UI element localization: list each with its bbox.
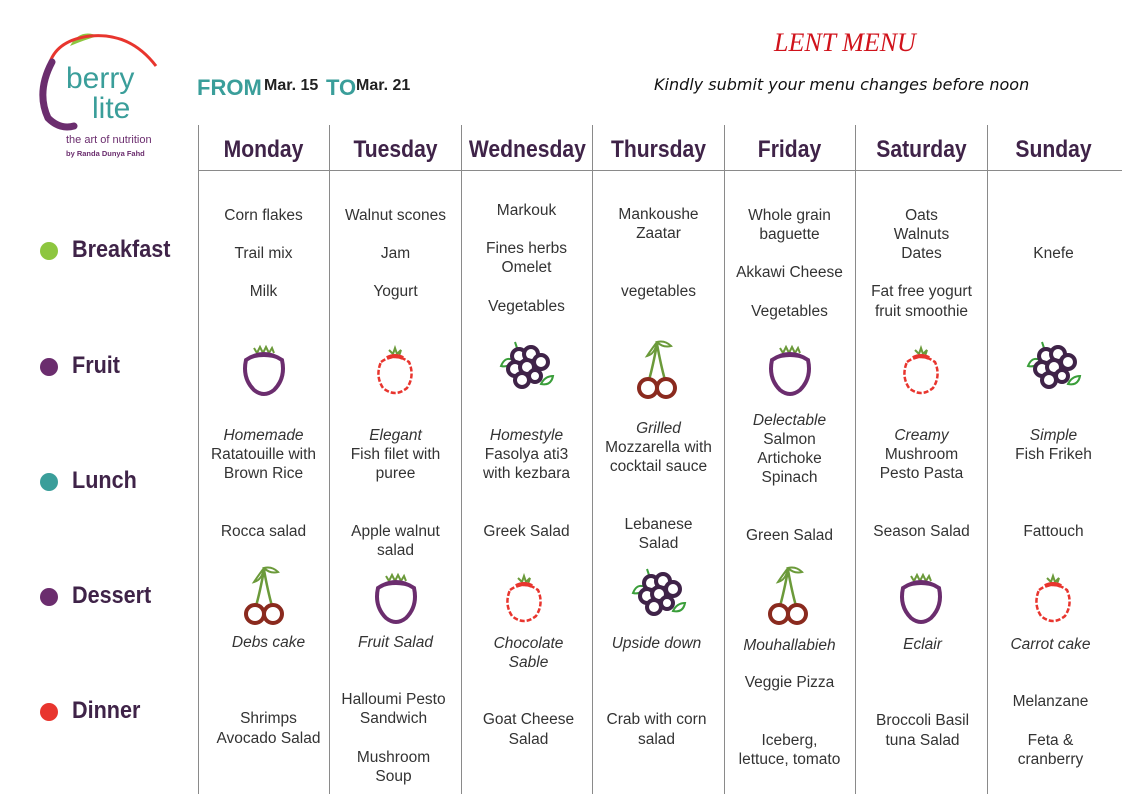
breakfast-item: Walnuts	[893, 226, 950, 243]
breakfast-item: Oats	[905, 207, 938, 224]
to-date: Mar. 21	[356, 77, 411, 94]
lunch-dish: puree	[375, 465, 416, 482]
dinner-item: Goat Cheese	[482, 711, 575, 728]
breakfast-item: baguette	[759, 226, 820, 243]
lunch-dish: Ratatouille with	[210, 446, 317, 463]
breakfast-item: Fat free yogurt	[871, 283, 972, 300]
dessert-item: Debs cake	[231, 634, 306, 651]
raspberry-icon	[889, 338, 953, 402]
breakfast-item: Corn flakes	[224, 207, 303, 224]
lunch-salad: Season Salad	[873, 523, 970, 540]
breakfast-item: Mankoushe	[618, 206, 699, 223]
lunch-dish: with kezbara	[482, 465, 570, 482]
raspberry-icon	[363, 338, 427, 402]
lunch-style: Homestyle	[489, 427, 564, 444]
brand-logo	[30, 22, 180, 172]
raspberry-icon	[1021, 566, 1085, 630]
dessert-item: Mouhallabieh	[743, 637, 836, 654]
from-date: Mar. 15	[264, 77, 319, 94]
lunch-salad: Greek Salad	[483, 523, 570, 540]
day-header-wednesday: Wednesday	[468, 136, 586, 163]
lunch-style: Grilled	[636, 420, 681, 437]
header-divider	[198, 170, 1122, 171]
dinner-item: cranberry	[1017, 751, 1084, 768]
breakfast-item: Vegetables	[751, 303, 828, 320]
lunch-salad: Lebanese	[624, 516, 693, 533]
lunch-style: Elegant	[369, 427, 422, 444]
lunch-dish: Artichoke	[757, 450, 822, 467]
day-header-sunday: Sunday	[1015, 136, 1092, 163]
cherry-icon	[234, 562, 298, 626]
lunch-dish: Salmon	[763, 431, 816, 448]
breakfast-item: Walnut scones	[344, 207, 447, 224]
breakfast-item: Dates	[901, 245, 942, 262]
lunch-dish: Mozzarella with	[605, 439, 712, 456]
dinner-item: Shrimps	[240, 710, 297, 727]
cherry-icon	[627, 336, 691, 400]
lunch-dish: Spinach	[761, 469, 818, 486]
dinner-item: Feta &	[1027, 732, 1074, 749]
lunch-salad: Green Salad	[745, 527, 834, 544]
meal-label-fruit: Fruit	[72, 352, 120, 379]
meal-label-dessert: Dessert	[72, 582, 152, 609]
dinner-item: Avocado Salad	[216, 730, 321, 747]
lunch-dish: Pesto Pasta	[879, 465, 964, 482]
dinner-item: Broccoli Basil	[875, 712, 970, 729]
breakfast-item: Akkawi Cheese	[736, 264, 843, 281]
brand-name-line1: berry	[66, 62, 135, 95]
lunch-style: Creamy	[894, 427, 949, 444]
meal-label-lunch: Lunch	[72, 467, 137, 494]
dinner-item: Salad	[508, 731, 549, 748]
dessert-item: Carrot cake	[1010, 636, 1091, 653]
dinner-item: Halloumi Pesto	[341, 691, 446, 708]
plum-icon	[758, 338, 822, 402]
dessert-item: Fruit Salad	[358, 634, 433, 651]
breakfast-item: Whole grain	[748, 207, 831, 224]
lunch-dish: Fish Frikeh	[1015, 446, 1092, 463]
lunch-dot	[40, 473, 58, 491]
blackberry-icon	[495, 336, 559, 400]
dinner-item: lettuce, tomato	[738, 751, 841, 768]
dinner-item: salad	[637, 731, 676, 748]
lunch-dish: Fish filet with	[350, 446, 441, 463]
to-label: TO	[326, 75, 357, 100]
lunch-salad: salad	[376, 542, 415, 559]
plum-icon	[232, 338, 296, 402]
dinner-item: Mushroom	[356, 749, 431, 766]
day-header-monday: Monday	[223, 136, 304, 163]
breakfast-item: Milk	[249, 283, 278, 300]
breakfast-item: vegetables	[621, 283, 696, 300]
brand-byline: by Randa Dunya Fahd	[66, 149, 145, 158]
dinner-item: Iceberg,	[761, 732, 818, 749]
dinner-dot	[40, 703, 58, 721]
brand-name-line2: lite	[92, 92, 131, 125]
meal-label-breakfast: Breakfast	[72, 236, 171, 263]
dinner-item: Melanzane	[1012, 693, 1089, 710]
day-header-friday: Friday	[757, 136, 822, 163]
lunch-dish: Brown Rice	[223, 465, 304, 482]
dinner-item: Crab with corn	[606, 711, 707, 728]
menu-title: LENT MENU	[774, 28, 916, 57]
breakfast-item: Yogurt	[373, 283, 418, 300]
breakfast-item: Omelet	[501, 259, 552, 276]
lunch-style: Delectable	[752, 412, 827, 429]
breakfast-item: Vegetables	[488, 298, 565, 315]
raspberry-icon	[492, 566, 556, 630]
plum-icon	[889, 566, 953, 630]
lunch-dish: Mushroom	[884, 446, 959, 463]
day-header-thursday: Thursday	[610, 136, 707, 163]
lunch-salad: Apple walnut	[351, 523, 440, 540]
fruit-dot	[40, 358, 58, 376]
meal-label-dinner: Dinner	[72, 697, 141, 724]
lunch-style: Homemade	[223, 427, 304, 444]
breakfast-item: Knefe	[1033, 245, 1074, 262]
lunch-salad: Rocca salad	[220, 523, 307, 540]
day-header-tuesday: Tuesday	[353, 136, 438, 163]
submission-note: Kindly submit your menu changes before noon	[654, 75, 1030, 94]
cherry-icon	[758, 562, 822, 626]
dinner-item: tuna Salad	[885, 732, 960, 749]
blackberry-icon	[627, 563, 691, 627]
lunch-style: Simple	[1029, 427, 1078, 444]
breakfast-item: Fines herbs	[486, 240, 567, 257]
dessert-dot	[40, 588, 58, 606]
lunch-dish: cocktail sauce	[609, 458, 708, 475]
plum-icon	[364, 566, 428, 630]
dessert-item: Eclair	[903, 636, 942, 653]
lunch-dish: Fasolya ati3	[484, 446, 569, 463]
dessert-item: Chocolate	[493, 635, 564, 652]
breakfast-item: fruit smoothie	[874, 303, 969, 320]
dinner-item: Soup	[375, 768, 412, 785]
from-label: FROM	[197, 75, 262, 100]
blackberry-icon	[1022, 336, 1086, 400]
breakfast-item: Markouk	[496, 202, 557, 219]
dinner-item: Sandwich	[359, 710, 428, 727]
breakfast-dot	[40, 242, 58, 260]
lunch-salad: Salad	[638, 535, 679, 552]
day-header-saturday: Saturday	[876, 136, 967, 163]
breakfast-item: Zaatar	[636, 225, 681, 242]
brand-tagline: the art of nutrition	[66, 134, 152, 146]
dinner-item: Veggie Pizza	[744, 674, 835, 691]
dessert-item: Upside down	[611, 635, 702, 652]
breakfast-item: Trail mix	[234, 245, 293, 262]
lunch-salad: Fattouch	[1023, 523, 1084, 540]
breakfast-item: Jam	[380, 245, 411, 262]
dessert-item: Sable	[508, 654, 549, 671]
